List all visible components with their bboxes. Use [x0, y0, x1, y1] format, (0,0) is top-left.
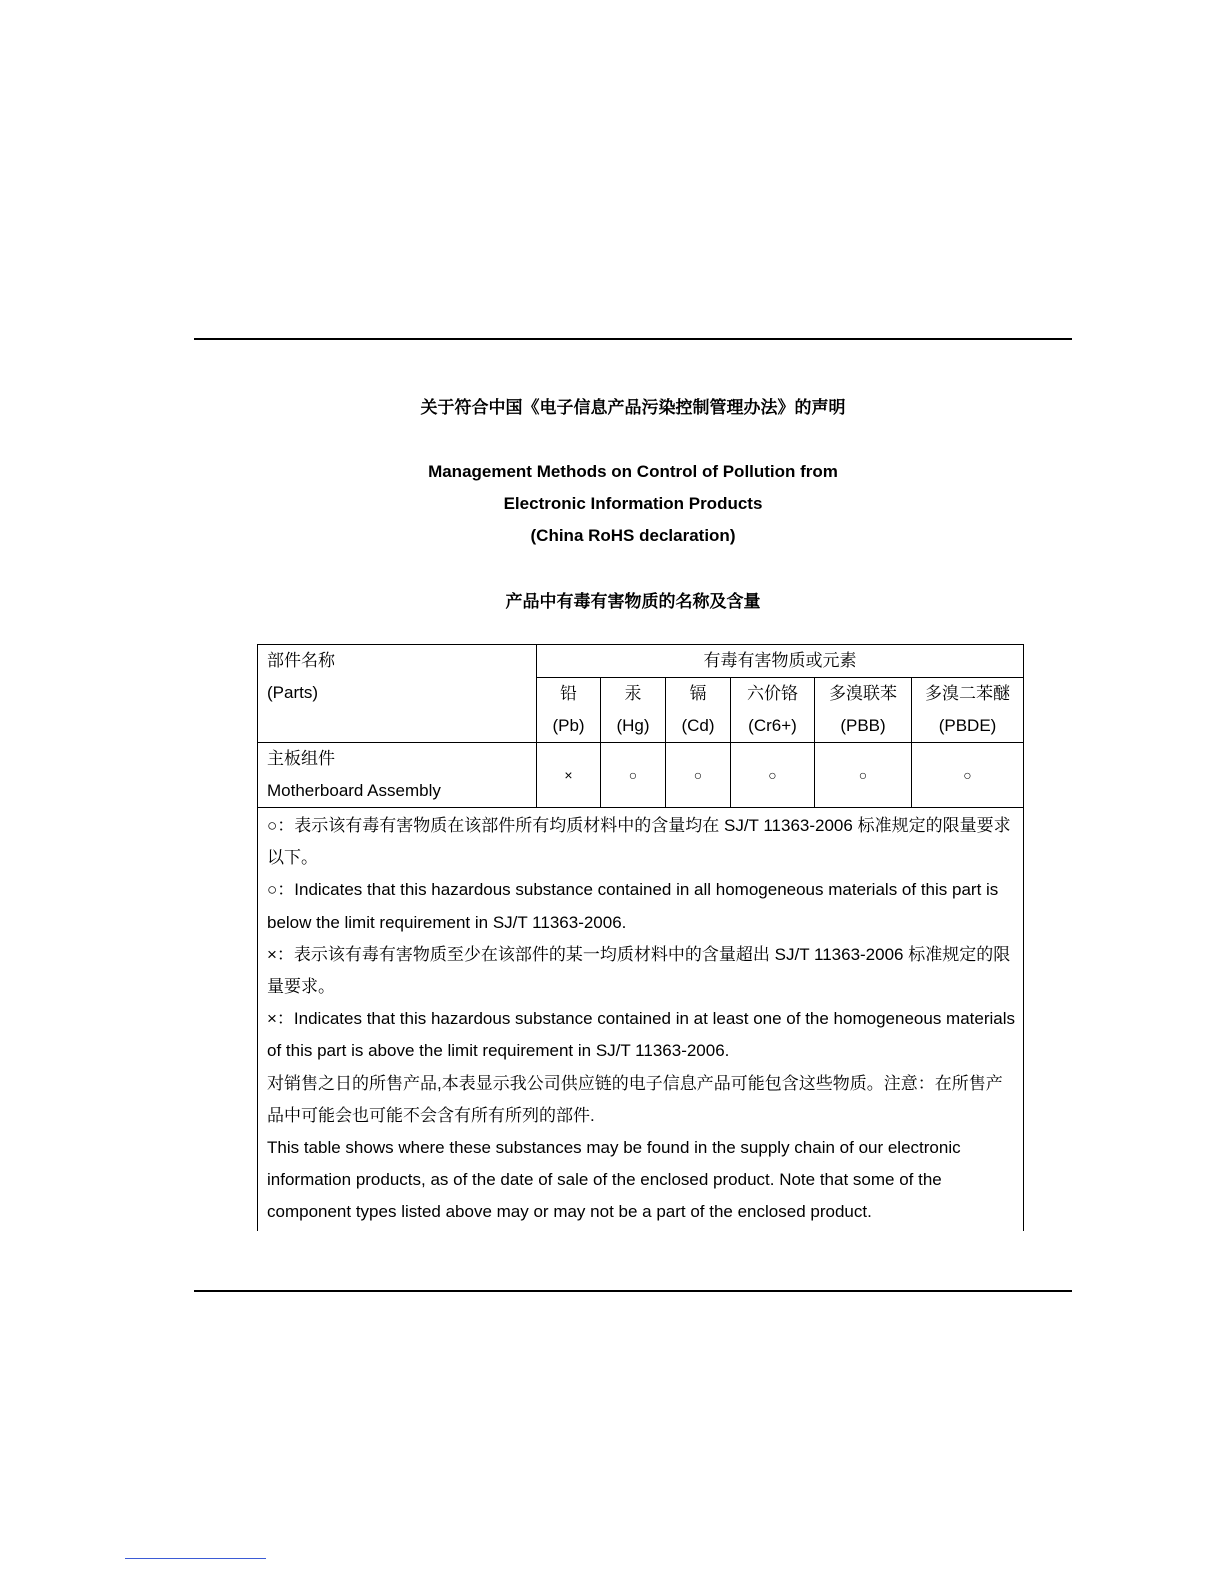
- part-name-cell: [258, 743, 537, 808]
- chinese-title: 关于符合中国《电子信息产品污染控制管理办法》的声明: [420, 398, 846, 417]
- substance-cn: 多溴二苯醚: [925, 684, 1011, 703]
- note-circle-en: ○：Indicates that this hazardous substance contained in all homogeneous materials of this part is below the limit requirement in SJ/T 11363-2006.: [267, 880, 999, 932]
- part-name-cn: 主板组件: [267, 749, 335, 768]
- footnote-separator: [125, 1558, 266, 1559]
- note-circle-cn: ○：表示该有毒有害物质在该部件所有均质材料中的含量均在 SJ/T 11363-2006 标准规定的限量要求以下。: [267, 816, 1011, 868]
- value-pb: ×: [537, 743, 601, 808]
- table-row: [258, 743, 1024, 808]
- note-cross-en: ×：Indicates that this hazardous substance contained in at least one of the homogeneous materials of this part is above the limit requirement in SJ/T 11363-2006.: [267, 1009, 1015, 1061]
- english-title-line-3: (China RoHS declaration): [530, 526, 736, 545]
- substance-header-pbde: [912, 678, 1024, 743]
- substance-header-cd: [666, 678, 731, 743]
- english-title-line-2: Electronic Information Products: [503, 494, 763, 513]
- substance-cn: 镉: [689, 684, 707, 703]
- english-title-line-1: Management Methods on Control of Pollution from: [428, 462, 838, 481]
- value-hg: ○: [601, 743, 666, 808]
- substance-symbol: (PBDE): [938, 716, 997, 735]
- note-cross-cn: ×：表示该有毒有害物质至少在该部件的某一均质材料中的含量超出 SJ/T 11363-2006 标准规定的限量要求。: [267, 944, 1011, 997]
- substance-header-hg: [601, 678, 666, 743]
- value-pbde: ○: [912, 743, 1024, 808]
- value-pbb: ○: [815, 743, 912, 808]
- substance-group-header: 有毒有害物质或元素: [537, 645, 1024, 678]
- substance-cn: 铅: [560, 684, 577, 703]
- parts-header-en: (Parts): [267, 683, 318, 702]
- substance-symbol: (Pb): [552, 716, 585, 735]
- substance-header-pbb: [815, 678, 912, 743]
- value-cd: ○: [666, 743, 731, 808]
- note-supply-chain-cn: 对销售之日的所售产品,本表显示我公司供应链的电子信息产品可能包含这些物质。注意：在所售产品中可能会也可能不会含有所有所列的部件.: [267, 1073, 1003, 1125]
- substance-cn: 六价铬: [747, 684, 798, 703]
- substance-cn: 汞: [624, 684, 642, 703]
- substance-cn: 多溴联苯: [829, 684, 897, 703]
- substance-symbol: (Cr6+): [748, 716, 797, 735]
- top-divider: [194, 338, 1072, 340]
- hazardous-substances-table: [257, 644, 1024, 1231]
- table-title: 产品中有毒有害物质的名称及含量: [505, 592, 761, 611]
- legend-notes-cell: [258, 808, 1024, 1231]
- substance-header-cr6: [731, 678, 815, 743]
- parts-header-cn: 部件名称: [267, 651, 335, 670]
- substance-header-pb: [537, 678, 601, 743]
- english-title: [194, 456, 1072, 552]
- substance-symbol: (Hg): [616, 716, 650, 735]
- part-name-en: Motherboard Assembly: [267, 781, 441, 800]
- substance-symbol: (PBB): [840, 716, 886, 735]
- note-supply-chain-en: This table shows where these substances may be found in the supply chain of our electronic information products, as of the date of sale of the enclosed product. Note that some of the component types listed above may or may not be a part of the enclosed product.: [267, 1138, 961, 1222]
- parts-header-cell: [258, 645, 537, 743]
- substance-symbol: (Cd): [681, 716, 715, 735]
- value-cr6: ○: [731, 743, 815, 808]
- bottom-divider: [194, 1290, 1072, 1292]
